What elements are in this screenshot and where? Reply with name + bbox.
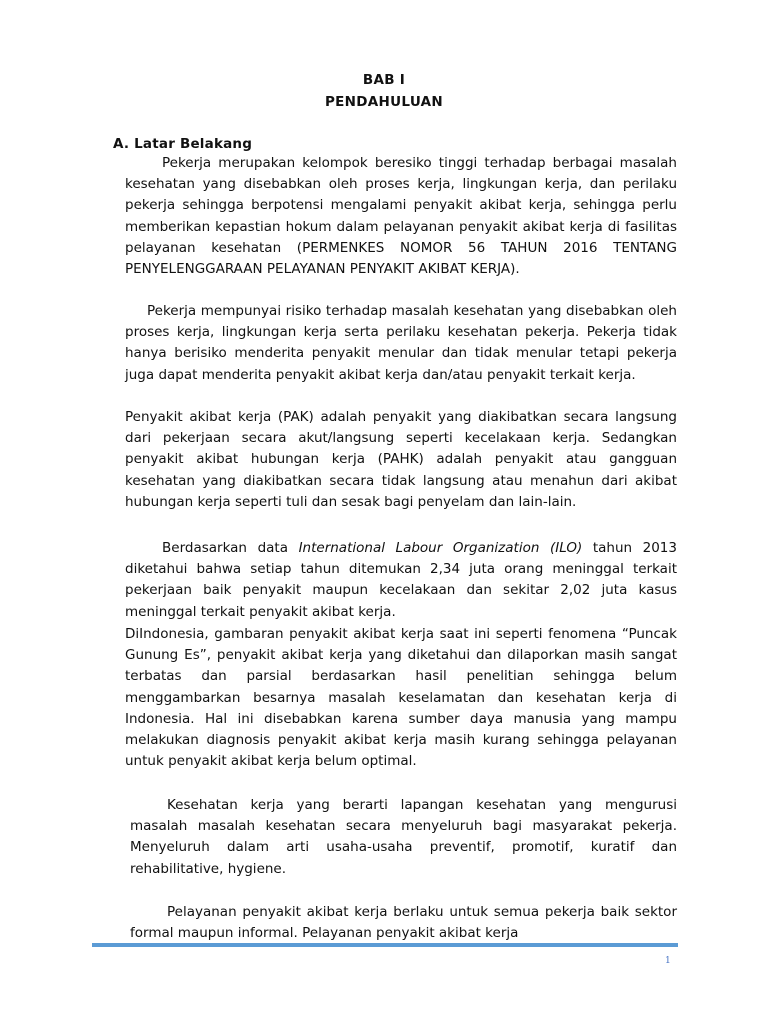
paragraph-6-text: Kesehatan kerja yang berarti lapangan kesehatan yang mengurusi masalah masalah kesehatan secara menyeluruh bagi masyarakat pekerja. Menyeluruh dalam arti usaha-usaha preventif, promotif, kuratif dan rehabilitative, hygiene. [130, 797, 677, 877]
paragraph-2-text: Pekerja mempunyai risiko terhadap masalah kesehatan yang disebabkan oleh proses kerja, lingkungan kerja serta perilaku kesehatan pekerja. Pekerja tidak hanya berisiko menderita penyakit menular dan tidak menular tetapi pekerja juga dapat menderita penyakit akibat kerja dan/atau penyakit terkait kerja. [125, 303, 677, 383]
paragraph-4-text-after: tahun 2013 diketahui bahwa setiap tahun ditemukan 2,34 juta orang meninggal terkait pekerjaan baik penyakit maupun kecelakaan dan sekitar 2,02 juta kasus meninggal terkait penyakit akibat kerja. [125, 540, 677, 620]
paragraph-7-text: Pelayanan penyakit akibat kerja berlaku untuk semua pekerja baik sektor formal maupun informal. Pelayanan penyakit akibat kerja [130, 904, 677, 942]
paragraph-1 [125, 153, 677, 280]
paragraph-3 [125, 407, 677, 513]
paragraph-2 [125, 301, 677, 386]
chapter-heading: BAB I [362, 72, 406, 88]
paragraph-4-organization: International Labour Organization (ILO) [298, 540, 583, 556]
paragraph-1-text: Pekerja merupakan kelompok beresiko tinggi terhadap berbagai masalah kesehatan yang disebabkan oleh proses kerja, lingkungan kerja, dan perilaku pekerja sehingga berpotensi mengalami penyakit akibat kerja, sehingga perlu memberikan kepastian hokum dalam pelayanan penyakit akibat kerja di fasilitas pelayanan kesehatan (PERMENKES NOMOR 56 TAHUN 2016 TENTANG PENYELENGGARAAN PELAYANAN PENYAKIT AKIBAT KERJA). [125, 155, 677, 278]
paragraph-5-text: DiIndonesia, gambaran penyakit akibat kerja saat ini seperti fenomena “Puncak Gunung Es”, penyakit akibat kerja yang diketahui dan dilaporkan masih sangat terbatas dan parsial berdasarkan hasil penelitian sehingga belum menggambarkan besarnya masalah keselamatan dan kesehatan kerja di Indonesia. Hal ini disebabkan karena sumber daya manusia yang mampu melakukan diagnosis penyakit akibat kerja masih kurang sehingga pelayanan untuk penyakit akibat kerja belum optimal. [125, 626, 677, 770]
footer-divider [92, 943, 678, 947]
section-heading: A. Latar Belakang [113, 136, 253, 152]
paragraph-5 [125, 624, 677, 772]
paragraph-4 [125, 538, 677, 623]
paragraph-6 [130, 795, 677, 880]
page-number: 1 [665, 956, 671, 966]
paragraph-4-text-before: Berdasarkan data [162, 540, 299, 556]
paragraph-7 [130, 902, 677, 944]
paragraph-3-text: Penyakit akibat kerja (PAK) adalah penyakit yang diakibatkan secara langsung dari pekerjaan secara akut/langsung seperti kecelakaan kerja. Sedangkan penyakit akibat hubungan kerja (PAHK) adalah penyakit atau gangguan kesehatan yang diakibatkan secara tidak langsung atau menahun dari akibat hubungan kerja seperti tuli dan sesak bagi penyelam dan lain-lain. [125, 409, 677, 510]
chapter-title: PENDAHULUAN [324, 94, 444, 110]
